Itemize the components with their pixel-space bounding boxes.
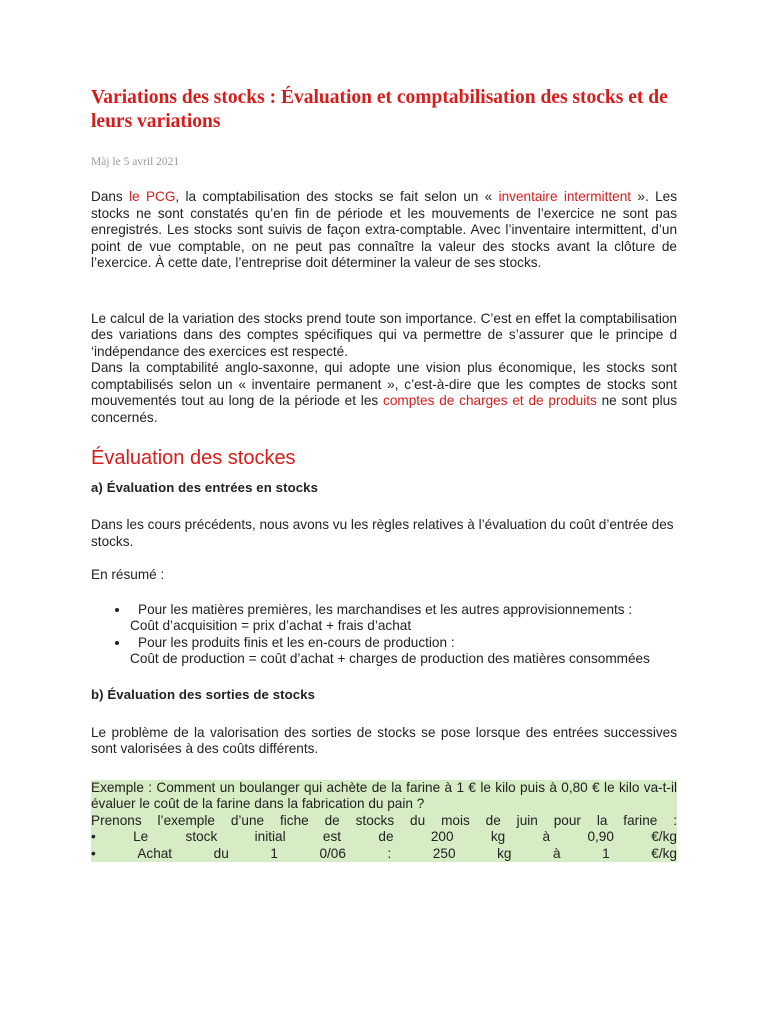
row-cell: 0/06 xyxy=(319,845,346,861)
variation-paragraph: Le calcul de la variation des stocks prend toute son importance. C’est en effet la comptabilisation des variations dans des comptes spécifiques qui va permettre de s’assurer que le principe d ‘indépendance des exercices est respecté. xyxy=(91,310,677,359)
subsection-a-title: a) Évaluation des entrées en stocks xyxy=(91,480,319,495)
list-item-formula: Coût de production = coût d’achat + charges de production des matières consommées xyxy=(130,651,650,666)
row-cell: 0,90 xyxy=(587,829,614,844)
list-item xyxy=(130,602,677,635)
row-cell: à xyxy=(553,845,561,861)
cost-list xyxy=(91,602,677,668)
article-title: Variations des stocks : Évaluation et comptabilisation des stocks et de leurs variations xyxy=(91,87,668,132)
row-cell: Le xyxy=(133,829,149,844)
list-item xyxy=(130,635,677,668)
article xyxy=(91,86,677,862)
intro-paragraph xyxy=(91,189,677,272)
row-cell: 1 xyxy=(602,845,610,861)
anglo-saxon-paragraph xyxy=(91,360,677,426)
section-title: Évaluation des stockes xyxy=(91,447,296,469)
row-cell: kg xyxy=(490,829,506,844)
example-row-purchase xyxy=(91,846,677,863)
row-cell: est xyxy=(322,829,342,844)
example-intro: Prenons l’exemple d’une fiche de stocks du mois de juin pour la farine : xyxy=(91,812,677,828)
inventaire-intermittent-link[interactable]: inventaire intermittent xyxy=(498,189,632,204)
article-date: Màj le 5 avril 2021 xyxy=(91,156,180,168)
row-cell: €/kg xyxy=(651,845,677,861)
row-cell: du xyxy=(213,845,229,861)
entries-paragraph: Dans les cours précédents, nous avons vu les règles relatives à l’évaluation du coût d’entrée des stocks. xyxy=(91,517,674,549)
list-item-formula: Coût d’acquisition = prix d’achat + frais d’achat xyxy=(130,618,412,633)
intro-mid: , la comptabilisation des stocks se fait selon un « xyxy=(175,189,499,204)
intro-prefix: Dans xyxy=(91,189,130,204)
row-cell: 250 xyxy=(432,845,456,861)
list-item-heading: Pour les produits finis et les en-cours de production : xyxy=(138,634,455,650)
anglo-saxon-suffix: ne sont plus concernés. xyxy=(91,393,678,425)
example-box xyxy=(91,780,677,863)
row-cell: kg xyxy=(497,845,512,861)
list-item-heading: Pour les matières premières, les marchandises et les autres approvisionnements : xyxy=(138,601,633,617)
row-cell: • xyxy=(91,845,96,861)
row-cell: de xyxy=(378,829,394,844)
row-cell: 200 xyxy=(430,829,454,844)
example-row-initial-stock xyxy=(91,829,677,846)
row-cell: initial xyxy=(254,829,286,844)
row-cell: Achat xyxy=(137,845,173,861)
intro-rest: ». Les stocks ne sont constatés qu’en fin de période et les mouvements de l’exercice ne sont pas enregistrés. Les stocks sont suivis de façon extra-comptable. Avec l’inventaire intermittent, d’un point de vue comptable, on ne peut pas connaître la valeur des stocks avant la clôture de l’exercice. À cette date, l’entreprise doit déterminer la valeur de ses stocks. xyxy=(91,189,677,270)
anglo-saxon-text: Dans la comptabilité anglo-saxonne, qui adopte une vision plus économique, les stocks sont comptabilisés selon un « inventaire permanent », c’est-à-dire que les comptes de stocks sont mouvementés tout au long de la période et les xyxy=(91,360,677,408)
row-cell: €/kg xyxy=(651,829,677,844)
row-cell: : xyxy=(387,845,392,861)
example-question: Exemple : Comment un boulanger qui achète de la farine à 1 € le kilo puis à 0,80 € le kilo va-t-il évaluer le coût de la farine dans la fabrication du pain ? xyxy=(91,779,677,811)
pcg-link[interactable]: le PCG xyxy=(129,189,176,204)
row-cell: stock xyxy=(185,829,218,844)
exits-paragraph: Le problème de la valorisation des sorties de stocks se pose lorsque des entrées successives sont valorisées à des coûts différents. xyxy=(91,724,677,756)
comptes-charges-produits-link[interactable]: comptes de charges et de produits xyxy=(383,393,597,408)
row-cell: à xyxy=(542,829,551,844)
row-cell: 1 xyxy=(270,845,278,861)
resume-label: En résumé : xyxy=(91,567,165,582)
row-cell: • xyxy=(91,829,96,844)
subsection-b-title: b) Évaluation des sorties de stocks xyxy=(91,686,316,702)
